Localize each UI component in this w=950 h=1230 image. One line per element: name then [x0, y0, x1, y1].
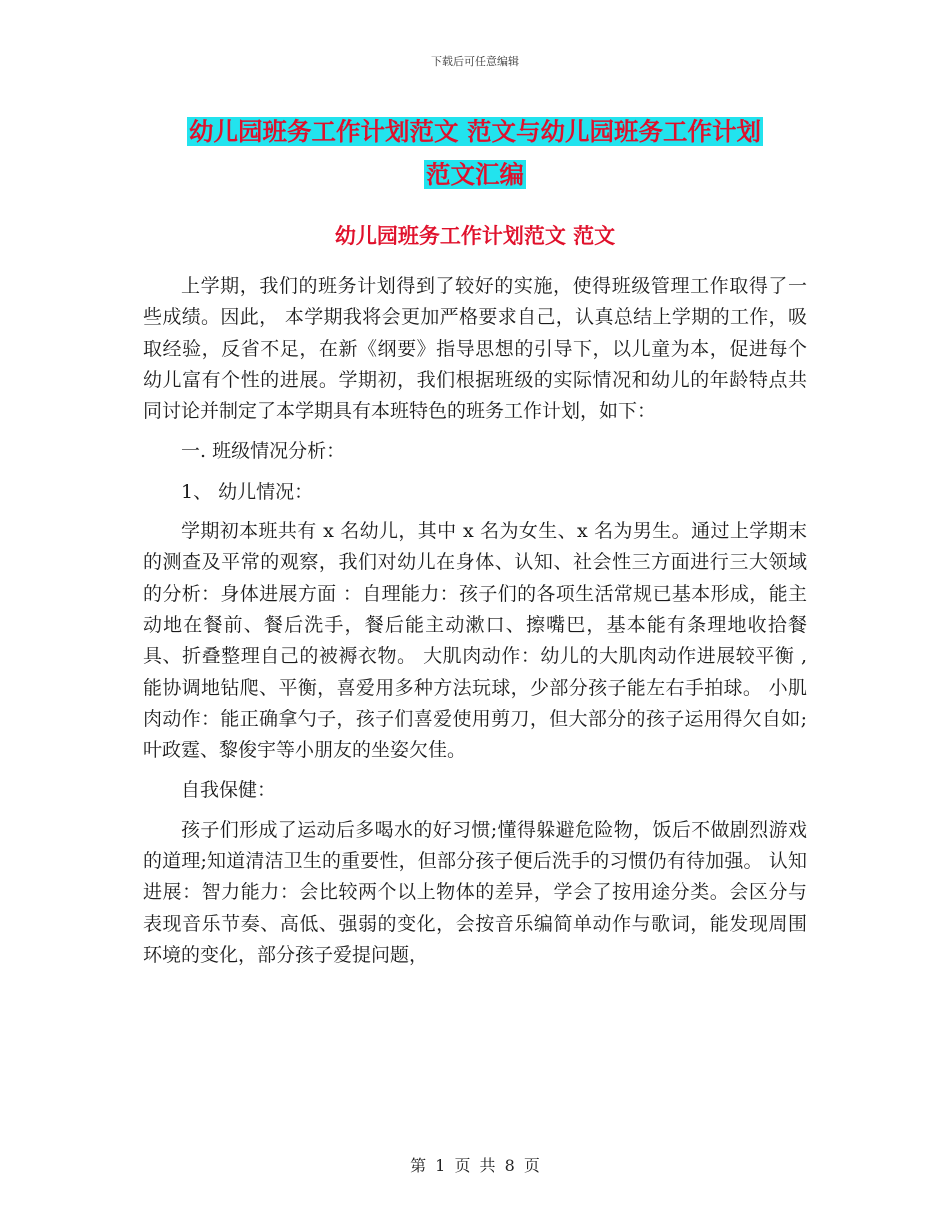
document-title-line-2 — [0, 153, 950, 196]
document-title-line-1 — [0, 110, 950, 153]
title-highlight-1: 幼儿园班务工作计划范文 范文与幼儿园班务工作计划 — [188, 117, 762, 146]
section-title: 幼儿园班务工作计划范文 范文 — [334, 224, 616, 248]
page-footer: 第 1 页 共 8 页 — [410, 1156, 540, 1175]
header-note: 下载后可任意编辑 — [431, 55, 519, 68]
children-paragraph: 学期初本班共有 x 名幼儿，其中 x 名为女生、x 名为男生。通过上学期末的测查及平常的观察，我们对幼儿在身体、认知、社会性三方面进行三大领域的分析：身体进展方面 ：自理能力：孩子们的各项生活常规已基本形成，能主动地在餐前、餐后洗手，餐后能主动漱口、擦嘴巴，基本能有条理地收拾餐具、折叠整理自己的被褥衣物。 大肌肉动作：幼儿的大肌肉动作进展较平衡 ,能协调地钻爬、平衡，喜爱用多种方法玩球，少部分孩子能左右手拍球。 小肌肉动作：能正确拿勺子，孩子们喜爱使用剪刀，但大部分的孩子运用得欠自如;叶政霆、黎俊宇等小朋友的坐姿欠佳。 — [143, 520, 807, 762]
intro-paragraph: 上学期，我们的班务计划得到了较好的实施，使得班级管理工作取得了一些成绩。因此， 本学期我将会更加严格要求自己，认真总结上学期的工作，吸取经验，反省不足，在新《纲要》指导思想的引导下，以儿童为本，促进每个幼儿富有个性的进展。学期初，我们根据班级的实际情况和幼儿的年龄特点共同讨论并制定了本学期具有本班特色的班务工作计划，如下： — [143, 275, 807, 423]
title-highlight-2: 范文汇编 — [426, 160, 524, 189]
health-paragraph: 孩子们形成了运动后多喝水的好习惯;懂得躲避危险物，饭后不做剧烈游戏的道理;知道清洁卫生的重要性，但部分孩子便后洗手的习惯仍有待加强。 认知进展：智力能力：会比较两个以上物体的差异，学会了按用途分类。会区分与表现音乐节奏、高低、强弱的变化，会按音乐编简单动作与歌词，能发现周围环境的变化，部分孩子爱提问题， — [143, 818, 807, 966]
heading-self-care: 自我保健： — [181, 779, 277, 802]
document-body — [143, 271, 807, 971]
document-title — [0, 110, 950, 196]
heading-class-analysis: 一. 班级情况分析： — [181, 440, 346, 463]
heading-children-situation: 1、 幼儿情况： — [181, 480, 314, 503]
